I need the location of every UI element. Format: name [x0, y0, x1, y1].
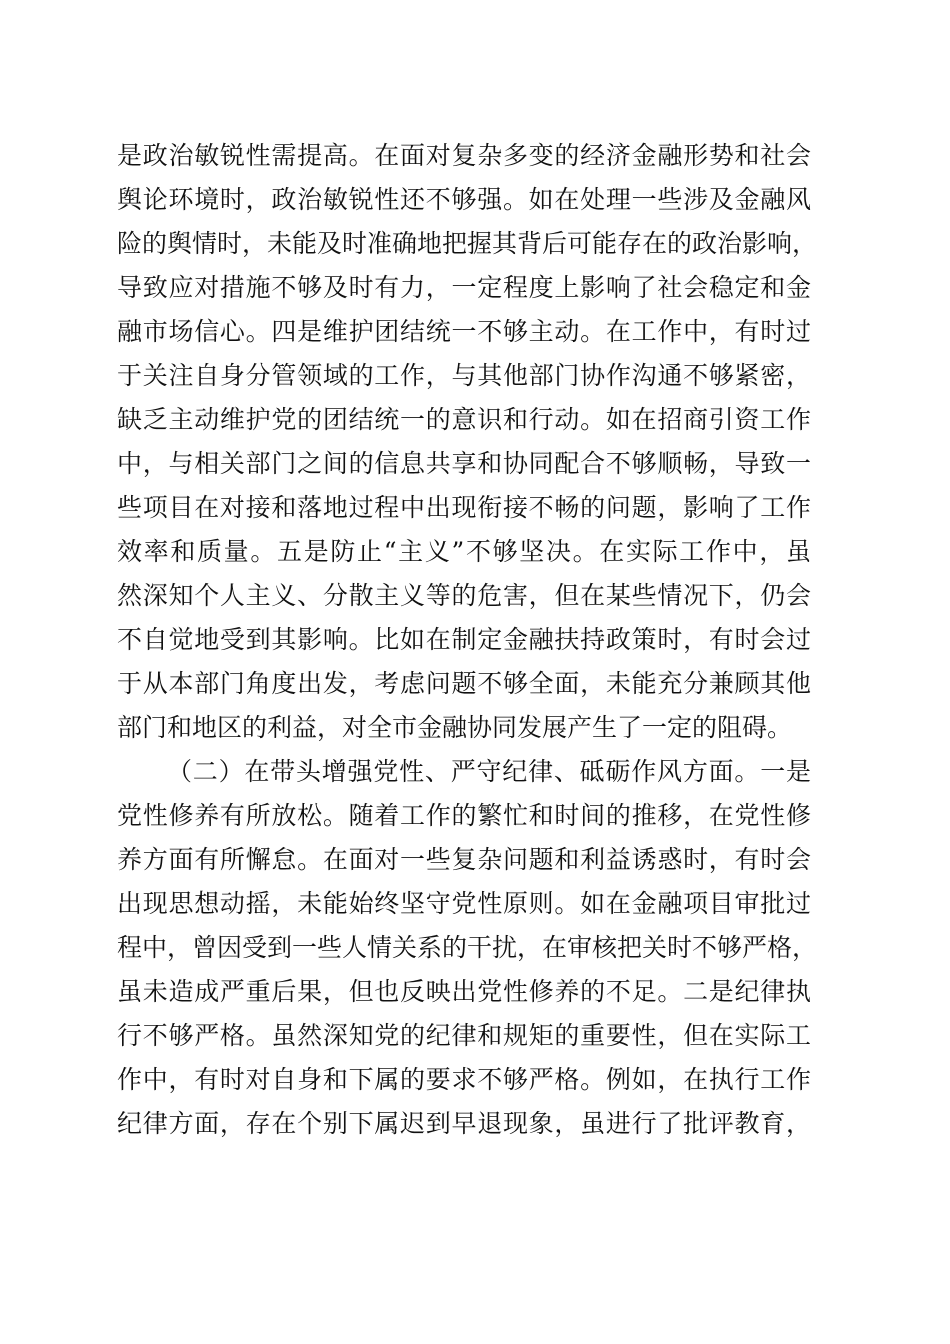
text-line: 行不够严格。虽然深知党的纪律和规矩的重要性，但在实际工 — [117, 1021, 811, 1050]
text-line: 缺乏主动维护党的团结统一的意识和行动。如在招商引资工作 — [117, 405, 811, 434]
text-line: 舆论环境时，政治敏锐性还不够强。如在处理一些涉及金融风 — [117, 185, 811, 214]
text-line: 纪律方面，存在个别下属迟到早退现象，虽进行了批评教育， — [117, 1109, 811, 1138]
paragraph-end-line: 部门和地区的利益，对全市金融协同发展产生了一定的阻碍。 — [117, 713, 793, 742]
text-line: 然深知个人主义、分散主义等的危害，但在某些情况下，仍会 — [117, 581, 811, 610]
text-line: 融市场信心。四是维护团结统一不够主动。在工作中，有时过 — [117, 317, 811, 346]
text-line: 虽未造成严重后果，但也反映出党性修养的不足。二是纪律执 — [117, 977, 811, 1006]
text-line: 中，与相关部门之间的信息共享和协同配合不够顺畅，导致一 — [117, 449, 811, 478]
text-line: 党性修养有所放松。随着工作的繁忙和时间的推移，在党性修 — [117, 801, 811, 830]
text-line: 于从本部门角度出发，考虑问题不够全面，未能充分兼顾其他 — [117, 669, 811, 698]
text-line: 不自觉地受到其影响。比如在制定金融扶持政策时，有时会过 — [117, 625, 811, 654]
text-line: 于关注自身分管领域的工作，与其他部门协作沟通不够紧密， — [117, 361, 811, 390]
section-heading-line: （二）在带头增强党性、严守纪律、砥砺作风方面。一是 — [167, 757, 811, 786]
text-line: 程中，曾因受到一些人情关系的干扰，在审核把关时不够严格， — [117, 933, 818, 962]
text-line: 些项目在对接和落地过程中出现衔接不畅的问题，影响了工作 — [117, 493, 811, 522]
text-line: 是政治敏锐性需提高。在面对复杂多变的经济金融形势和社会 — [117, 141, 811, 170]
text-line: 险的舆情时，未能及时准确地把握其背后可能存在的政治影响， — [117, 229, 818, 258]
body-text — [117, 134, 818, 1146]
text-line: 出现思想动摇，未能始终坚守党性原则。如在金融项目审批过 — [117, 889, 811, 918]
text-line: 作中，有时对自身和下属的要求不够严格。例如，在执行工作 — [117, 1065, 811, 1094]
text-line: 效率和质量。五是防止“主义”不够坚决。在实际工作中，虽 — [117, 537, 811, 566]
text-line: 导致应对措施不够及时有力，一定程度上影响了社会稳定和金 — [117, 273, 811, 302]
text-line: 养方面有所懈怠。在面对一些复杂问题和利益诱惑时，有时会 — [117, 845, 811, 874]
